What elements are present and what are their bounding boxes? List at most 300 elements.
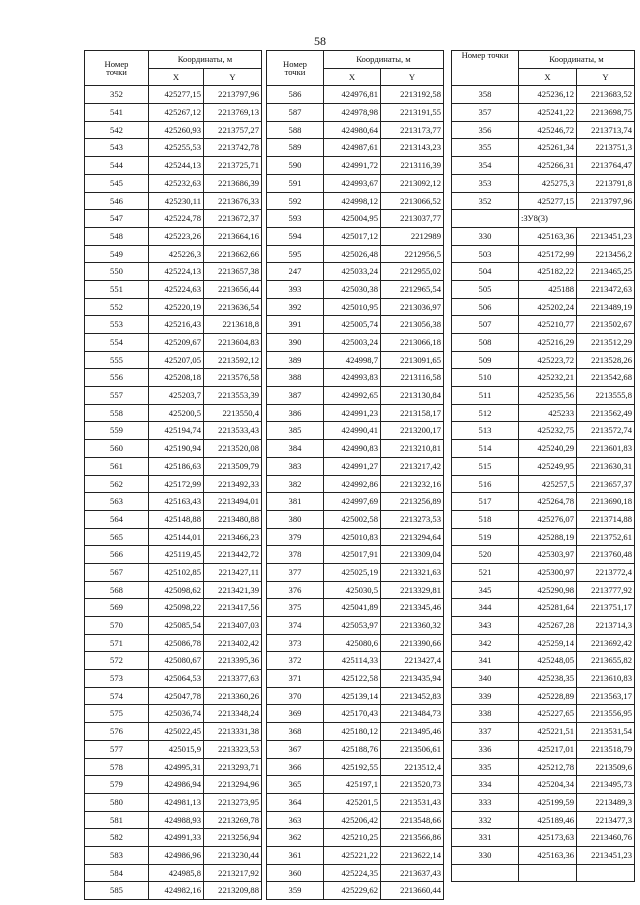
x-value: 425186,63 bbox=[149, 457, 204, 475]
x-value: 425277,15 bbox=[519, 192, 577, 210]
y-value: 2213273,53 bbox=[381, 510, 444, 528]
point-number: 576 bbox=[85, 723, 149, 741]
y-value: 2213760,48 bbox=[577, 546, 635, 564]
y-value: 2213604,83 bbox=[204, 334, 262, 352]
y-value: 2213494,01 bbox=[204, 493, 262, 511]
y-value: 2213506,61 bbox=[381, 740, 444, 758]
point-number: 580 bbox=[85, 793, 149, 811]
y-value: 2213657,38 bbox=[204, 263, 262, 281]
y-value: 2213655,82 bbox=[577, 652, 635, 670]
x-value: 424991,33 bbox=[149, 829, 204, 847]
y-value: 2213323,53 bbox=[204, 740, 262, 758]
point-number: 355 bbox=[452, 139, 519, 157]
point-number: 587 bbox=[267, 104, 324, 122]
point-number: 382 bbox=[267, 475, 324, 493]
point-number: 574 bbox=[85, 687, 149, 705]
table-row bbox=[452, 121, 635, 139]
point-number: 386 bbox=[267, 404, 324, 422]
y-value: 2213452,83 bbox=[381, 687, 444, 705]
x-value: 425235,56 bbox=[519, 387, 577, 405]
point-number: 509 bbox=[452, 351, 519, 369]
point-number: 592 bbox=[267, 192, 324, 210]
x-value: 424988,93 bbox=[149, 811, 204, 829]
table-row bbox=[452, 475, 635, 493]
point-number: 572 bbox=[85, 652, 149, 670]
table-row bbox=[267, 440, 444, 458]
y-value: 2213531,43 bbox=[381, 793, 444, 811]
x-value: 425300,97 bbox=[519, 563, 577, 581]
y-value: 2213191,55 bbox=[381, 104, 444, 122]
x-value: 425085,54 bbox=[149, 617, 204, 635]
header-x: X bbox=[519, 68, 577, 86]
point-number: 357 bbox=[452, 104, 519, 122]
y-value: 2213509,6 bbox=[577, 758, 635, 776]
y-value: 2213230,44 bbox=[204, 846, 262, 864]
y-value: 2213390,66 bbox=[381, 634, 444, 652]
x-value: 424993,67 bbox=[324, 174, 381, 192]
x-value: 425144,01 bbox=[149, 528, 204, 546]
x-value: 425290,98 bbox=[519, 581, 577, 599]
x-value: 425172,99 bbox=[149, 475, 204, 493]
table-row bbox=[267, 387, 444, 405]
y-value: 2213725,71 bbox=[204, 157, 262, 175]
point-number: 585 bbox=[85, 882, 149, 900]
point-number: 512 bbox=[452, 404, 519, 422]
table-row bbox=[267, 404, 444, 422]
point-number: 372 bbox=[267, 652, 324, 670]
x-value: 425190,94 bbox=[149, 440, 204, 458]
coordinates-table-1 bbox=[84, 50, 262, 900]
point-number: 577 bbox=[85, 740, 149, 758]
x-value: 424980,64 bbox=[324, 121, 381, 139]
point-number: 568 bbox=[85, 581, 149, 599]
point-number: 521 bbox=[452, 563, 519, 581]
point-number: 565 bbox=[85, 528, 149, 546]
table-row bbox=[267, 599, 444, 617]
point-number: 335 bbox=[452, 758, 519, 776]
point-number: 513 bbox=[452, 422, 519, 440]
y-value: 2213143,23 bbox=[381, 139, 444, 157]
table-row bbox=[85, 440, 262, 458]
table-row bbox=[267, 510, 444, 528]
y-value: 2213421,39 bbox=[204, 581, 262, 599]
y-value: 2213273,95 bbox=[204, 793, 262, 811]
point-number: 586 bbox=[267, 86, 324, 104]
x-value: 425064,53 bbox=[149, 670, 204, 688]
point-number: 367 bbox=[267, 740, 324, 758]
x-value: 425202,24 bbox=[519, 298, 577, 316]
y-value: 2213791,8 bbox=[577, 174, 635, 192]
y-value: 2213714,88 bbox=[577, 510, 635, 528]
y-value: 2213329,81 bbox=[381, 581, 444, 599]
x-value: 425201,5 bbox=[324, 793, 381, 811]
table-row bbox=[267, 776, 444, 794]
header-y: Y bbox=[381, 68, 444, 86]
x-value: 425002,58 bbox=[324, 510, 381, 528]
y-value: 2213360,32 bbox=[381, 617, 444, 635]
table-row bbox=[85, 245, 262, 263]
y-value: 2213066,52 bbox=[381, 192, 444, 210]
x-value: 425261,34 bbox=[519, 139, 577, 157]
x-value: 425267,28 bbox=[519, 617, 577, 635]
point-number: 391 bbox=[267, 316, 324, 334]
table-row bbox=[85, 758, 262, 776]
table-row bbox=[267, 316, 444, 334]
x-value: 425148,88 bbox=[149, 510, 204, 528]
table-row bbox=[85, 740, 262, 758]
table-row bbox=[452, 617, 635, 635]
x-value: 424993,83 bbox=[324, 369, 381, 387]
point-number: 359 bbox=[267, 882, 324, 900]
point-number: 340 bbox=[452, 670, 519, 688]
x-value: 425003,24 bbox=[324, 334, 381, 352]
table-row bbox=[85, 846, 262, 864]
y-value: 2213309,04 bbox=[381, 546, 444, 564]
point-number: 371 bbox=[267, 670, 324, 688]
table-row bbox=[452, 581, 635, 599]
x-value: 425200,5 bbox=[149, 404, 204, 422]
y-value: 2213548,66 bbox=[381, 811, 444, 829]
table-row bbox=[452, 139, 635, 157]
table-row bbox=[267, 227, 444, 245]
point-number: 518 bbox=[452, 510, 519, 528]
y-value: 2213553,39 bbox=[204, 387, 262, 405]
point-number: 583 bbox=[85, 846, 149, 864]
table-row bbox=[267, 705, 444, 723]
x-value: 425207,05 bbox=[149, 351, 204, 369]
header-point: Номер точки bbox=[85, 51, 149, 86]
point-number: 514 bbox=[452, 440, 519, 458]
section-row bbox=[452, 210, 635, 228]
point-number: 551 bbox=[85, 280, 149, 298]
table-row bbox=[267, 758, 444, 776]
y-value: 2213576,58 bbox=[204, 369, 262, 387]
y-value: 2213636,54 bbox=[204, 298, 262, 316]
y-value: 2213509,79 bbox=[204, 457, 262, 475]
table-row bbox=[267, 210, 444, 228]
empty-row bbox=[452, 864, 635, 882]
point-number: 516 bbox=[452, 475, 519, 493]
point-number: 590 bbox=[267, 157, 324, 175]
page-number: 58 bbox=[314, 34, 326, 48]
table-row bbox=[452, 422, 635, 440]
point-number: 517 bbox=[452, 493, 519, 511]
table-row bbox=[267, 687, 444, 705]
x-value: 425036,74 bbox=[149, 705, 204, 723]
table-row bbox=[85, 369, 262, 387]
table-row bbox=[85, 776, 262, 794]
x-value: 425232,63 bbox=[149, 174, 204, 192]
x-value: 425122,58 bbox=[324, 670, 381, 688]
point-number: 345 bbox=[452, 581, 519, 599]
table-row bbox=[452, 298, 635, 316]
table-row bbox=[85, 493, 262, 511]
point-number: 392 bbox=[267, 298, 324, 316]
x-value: 425173,63 bbox=[519, 829, 577, 847]
y-value: 2213451,23 bbox=[577, 846, 635, 864]
point-number: 557 bbox=[85, 387, 149, 405]
point-number: 545 bbox=[85, 174, 149, 192]
x-value: 424998,7 bbox=[324, 351, 381, 369]
point-number: 554 bbox=[85, 334, 149, 352]
table-row bbox=[85, 599, 262, 617]
y-value: 2213417,56 bbox=[204, 599, 262, 617]
x-value: 425210,77 bbox=[519, 316, 577, 334]
table-row bbox=[267, 793, 444, 811]
y-value: 2213777,92 bbox=[577, 581, 635, 599]
point-number: 589 bbox=[267, 139, 324, 157]
table-row bbox=[267, 670, 444, 688]
table-row bbox=[85, 705, 262, 723]
x-value: 425241,22 bbox=[519, 104, 577, 122]
y-value: 2212956,5 bbox=[381, 245, 444, 263]
table-row bbox=[267, 882, 444, 900]
point-number: 379 bbox=[267, 528, 324, 546]
table-row bbox=[452, 387, 635, 405]
y-value: 2213672,37 bbox=[204, 210, 262, 228]
header-coords: Координаты, м bbox=[324, 51, 444, 69]
y-value: 2213601,83 bbox=[577, 440, 635, 458]
point-number: 588 bbox=[267, 121, 324, 139]
point-number: 591 bbox=[267, 174, 324, 192]
x-value: 425172,99 bbox=[519, 245, 577, 263]
point-number: 380 bbox=[267, 510, 324, 528]
x-value: 425248,05 bbox=[519, 652, 577, 670]
y-value: 2213751,3 bbox=[577, 139, 635, 157]
table-row bbox=[452, 104, 635, 122]
point-number: 504 bbox=[452, 263, 519, 281]
x-value: 425080,6 bbox=[324, 634, 381, 652]
point-number: 344 bbox=[452, 599, 519, 617]
table-row bbox=[452, 705, 635, 723]
x-value: 425086,78 bbox=[149, 634, 204, 652]
x-value: 425022,45 bbox=[149, 723, 204, 741]
point-number: 370 bbox=[267, 687, 324, 705]
x-value: 425212,78 bbox=[519, 758, 577, 776]
table-row bbox=[267, 740, 444, 758]
table-row bbox=[452, 811, 635, 829]
x-value: 425010,83 bbox=[324, 528, 381, 546]
point-number: 562 bbox=[85, 475, 149, 493]
y-value: 2213686,39 bbox=[204, 174, 262, 192]
point-number: 561 bbox=[85, 457, 149, 475]
point-number: 330 bbox=[452, 227, 519, 245]
point-number: 362 bbox=[267, 829, 324, 847]
y-value: 2213512,4 bbox=[381, 758, 444, 776]
y-value: 2213664,16 bbox=[204, 227, 262, 245]
x-value: 424978,98 bbox=[324, 104, 381, 122]
x-value: 425210,25 bbox=[324, 829, 381, 847]
point-number: 247 bbox=[267, 263, 324, 281]
table-row bbox=[452, 793, 635, 811]
table-row bbox=[85, 121, 262, 139]
y-value: 2213427,4 bbox=[381, 652, 444, 670]
y-value: 2213610,83 bbox=[577, 670, 635, 688]
y-value: 2213495,46 bbox=[381, 723, 444, 741]
table-row bbox=[452, 599, 635, 617]
table-row bbox=[267, 245, 444, 263]
table-row bbox=[85, 192, 262, 210]
x-value: 425224,78 bbox=[149, 210, 204, 228]
table-row bbox=[267, 581, 444, 599]
x-value: 424992,65 bbox=[324, 387, 381, 405]
y-value: 2213477,3 bbox=[577, 811, 635, 829]
x-value: 424991,27 bbox=[324, 457, 381, 475]
table-row bbox=[85, 351, 262, 369]
y-value: 2213502,67 bbox=[577, 316, 635, 334]
table-row bbox=[267, 493, 444, 511]
point-number: 553 bbox=[85, 316, 149, 334]
point-number: 569 bbox=[85, 599, 149, 617]
table-row bbox=[452, 227, 635, 245]
y-value: 2213066,18 bbox=[381, 334, 444, 352]
table-row bbox=[267, 457, 444, 475]
table-row bbox=[85, 723, 262, 741]
x-value: 425223,26 bbox=[149, 227, 204, 245]
table-row bbox=[452, 86, 635, 104]
x-value: 425224,63 bbox=[149, 280, 204, 298]
y-value: 2213269,78 bbox=[204, 811, 262, 829]
y-value: 2213056,38 bbox=[381, 316, 444, 334]
x-value: 425255,53 bbox=[149, 139, 204, 157]
table-row bbox=[452, 528, 635, 546]
table-row bbox=[85, 210, 262, 228]
point-number: 566 bbox=[85, 546, 149, 564]
table-row bbox=[267, 351, 444, 369]
table-row bbox=[85, 864, 262, 882]
table-row bbox=[452, 493, 635, 511]
table-row bbox=[452, 404, 635, 422]
table-row bbox=[267, 86, 444, 104]
x-value: 425204,34 bbox=[519, 776, 577, 794]
y-value: 2213192,58 bbox=[381, 86, 444, 104]
point-number: 550 bbox=[85, 263, 149, 281]
x-value: 424990,41 bbox=[324, 422, 381, 440]
point-number: 564 bbox=[85, 510, 149, 528]
y-value: 2213698,75 bbox=[577, 104, 635, 122]
y-value: 2213442,72 bbox=[204, 546, 262, 564]
table-row bbox=[267, 298, 444, 316]
x-value: 425220,19 bbox=[149, 298, 204, 316]
x-value: 425224,13 bbox=[149, 263, 204, 281]
x-value: 424990,83 bbox=[324, 440, 381, 458]
table-row bbox=[267, 280, 444, 298]
point-number: 383 bbox=[267, 457, 324, 475]
x-value: 425246,72 bbox=[519, 121, 577, 139]
y-value: 2213294,64 bbox=[381, 528, 444, 546]
point-number: 511 bbox=[452, 387, 519, 405]
table-row bbox=[85, 510, 262, 528]
table-row bbox=[267, 192, 444, 210]
y-value: 2213130,84 bbox=[381, 387, 444, 405]
x-value: 425224,35 bbox=[324, 864, 381, 882]
table-row bbox=[267, 652, 444, 670]
y-value: 2213797,96 bbox=[577, 192, 635, 210]
point-number: 333 bbox=[452, 793, 519, 811]
y-value: 2213556,95 bbox=[577, 705, 635, 723]
y-value: 2213321,63 bbox=[381, 563, 444, 581]
table-row bbox=[452, 829, 635, 847]
x-value: 424986,96 bbox=[149, 846, 204, 864]
table-row bbox=[452, 634, 635, 652]
x-value: 425223,72 bbox=[519, 351, 577, 369]
y-value: 2213797,96 bbox=[204, 86, 262, 104]
y-value: 2213492,33 bbox=[204, 475, 262, 493]
point-number: 389 bbox=[267, 351, 324, 369]
y-value: 2213520,08 bbox=[204, 440, 262, 458]
point-number: 594 bbox=[267, 227, 324, 245]
point-number: 508 bbox=[452, 334, 519, 352]
x-value: 425005,74 bbox=[324, 316, 381, 334]
x-value: 425267,12 bbox=[149, 104, 204, 122]
table-row bbox=[452, 174, 635, 192]
point-number: 342 bbox=[452, 634, 519, 652]
y-value: 2213256,94 bbox=[204, 829, 262, 847]
x-value: 425232,75 bbox=[519, 422, 577, 440]
y-value: 2213460,76 bbox=[577, 829, 635, 847]
point-number: 334 bbox=[452, 776, 519, 794]
x-value: 424986,94 bbox=[149, 776, 204, 794]
point-number: 549 bbox=[85, 245, 149, 263]
point-number: 375 bbox=[267, 599, 324, 617]
y-value: 2213550,4 bbox=[204, 404, 262, 422]
y-value: 2213217,42 bbox=[381, 457, 444, 475]
table-row bbox=[452, 245, 635, 263]
point-number: 330 bbox=[452, 846, 519, 864]
y-value: 2213618,8 bbox=[204, 316, 262, 334]
table-row bbox=[85, 687, 262, 705]
table-row bbox=[85, 617, 262, 635]
x-value: 425216,43 bbox=[149, 316, 204, 334]
x-value: 425102,85 bbox=[149, 563, 204, 581]
y-value: 2213752,61 bbox=[577, 528, 635, 546]
table-row bbox=[267, 475, 444, 493]
x-value: 425264,78 bbox=[519, 493, 577, 511]
y-value: 2213158,17 bbox=[381, 404, 444, 422]
point-number: 507 bbox=[452, 316, 519, 334]
x-value: 424995,31 bbox=[149, 758, 204, 776]
point-number: 595 bbox=[267, 245, 324, 263]
table-row bbox=[267, 334, 444, 352]
x-value: 425047,78 bbox=[149, 687, 204, 705]
point-number: 578 bbox=[85, 758, 149, 776]
x-value: 424985,8 bbox=[149, 864, 204, 882]
x-value: 425221,51 bbox=[519, 723, 577, 741]
y-value: 2213116,39 bbox=[381, 157, 444, 175]
y-value: 2213036,97 bbox=[381, 298, 444, 316]
table-row bbox=[452, 440, 635, 458]
point-number: 352 bbox=[85, 86, 149, 104]
table-row bbox=[267, 104, 444, 122]
y-value: 2213377,63 bbox=[204, 670, 262, 688]
point-number: 506 bbox=[452, 298, 519, 316]
y-value: 2213402,42 bbox=[204, 634, 262, 652]
x-value: 425030,38 bbox=[324, 280, 381, 298]
x-value: 425206,42 bbox=[324, 811, 381, 829]
y-value: 2213489,19 bbox=[577, 298, 635, 316]
point-number: 339 bbox=[452, 687, 519, 705]
y-value: 2213210,81 bbox=[381, 440, 444, 458]
table-row bbox=[452, 723, 635, 741]
point-number: 343 bbox=[452, 617, 519, 635]
point-number: 584 bbox=[85, 864, 149, 882]
y-value: 2213662,66 bbox=[204, 245, 262, 263]
y-value: 2213256,89 bbox=[381, 493, 444, 511]
table-row bbox=[85, 387, 262, 405]
table-row bbox=[85, 528, 262, 546]
table-row bbox=[85, 263, 262, 281]
point-number: 515 bbox=[452, 457, 519, 475]
